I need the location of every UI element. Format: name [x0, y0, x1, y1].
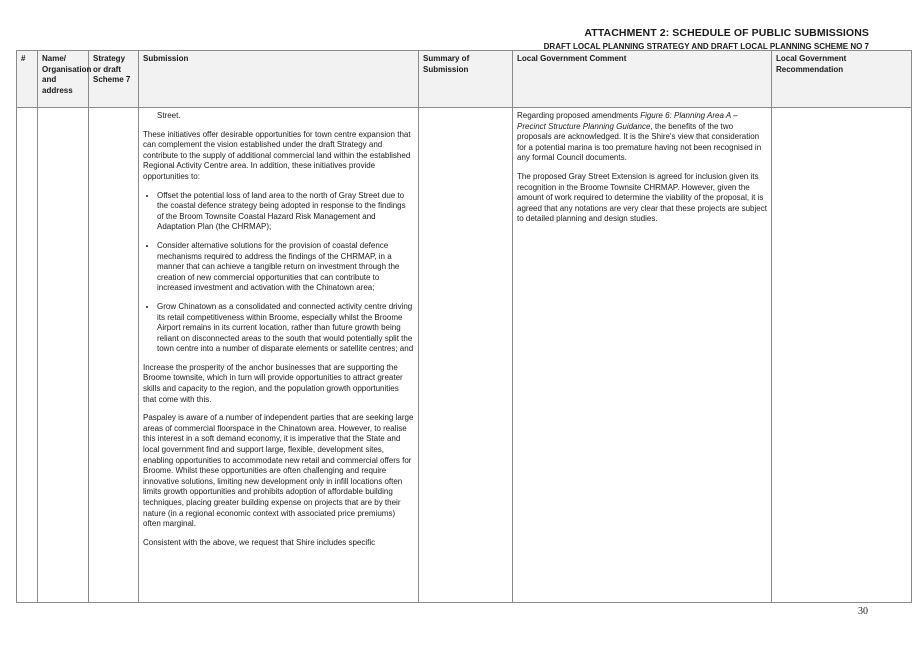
page-number: 30: [858, 606, 868, 617]
submission-paragraph: Paspaley is aware of a number of independent parties that are seeking large areas of commercial floorspace in the Chinatown area. However, to realise this interest in a soft demand economy, it is imperative that the State and local government find and support large, flexible, development sites, enabling opportunities to accommodate new retail and commercial offers for Broome. Whilst these opportunities are often challenging and require innovative solutions, limiting new development only in infill locations often limits growth opportunities and prohibits adoption of affordable building techniques, placing greater building expense on projects that are by their nature (in a regional economic context with associated price premiums) often marginal.: [143, 413, 414, 529]
column-header-comment: Local Government Comment: [513, 51, 772, 108]
column-header-name: Name/ Organisation and address: [38, 51, 89, 108]
cell-number: [17, 108, 38, 603]
cell-submission: [139, 108, 419, 603]
comment-figure-reference: Figure 6: Planning Area A – Precinct Structure Planning Guidance: [517, 111, 738, 131]
comment-paragraph: [517, 111, 767, 164]
column-header-number: #: [17, 51, 38, 108]
submission-bullet: • Consider alternative solutions for the provision of coastal defence mechanisms required to address the findings of the CHRMAP, in a manner that can achieve a tangible return on investment through the creation of new commercial opportunities that can contribute to increased investment and activation with the Chinatown area;: [157, 241, 414, 294]
cell-strategy: [89, 108, 139, 603]
submission-bullet: • Grow Chinatown as a consolidated and connected activity centre driving its retail competitiveness within Broome, especially whilst the Broome Airport remains in its current location, rather than future growth being reliant on disconnected areas to the south that would potentially split the town centre into a number of disparate elements or satellite centres; and: [157, 302, 414, 355]
column-header-submission: Submission: [139, 51, 419, 108]
comment-text: , the benefits of the two proposals are acknowledged. It is the Shire's view that consideration for a potential marina is too premature having not been recognised in any formal Council documents.: [517, 121, 762, 163]
submission-paragraph: Consistent with the above, we request that Shire includes specific: [143, 537, 376, 547]
table-row: [17, 108, 912, 603]
cell-summary: [419, 108, 513, 603]
table-header-row: [17, 51, 912, 108]
submission-paragraph: Increase the prosperity of the anchor businesses that are supporting the Broome townsite, which in turn will provide opportunities to attract greater skills and capacity to the region, and the population growth opportunities that come with this.: [143, 362, 403, 404]
submissions-table: [16, 50, 912, 603]
column-header-recommendation: Local Government Recommendation: [772, 51, 912, 108]
cell-name: [38, 108, 89, 603]
attachment-subtitle: DRAFT LOCAL PLANNING STRATEGY AND DRAFT LOCAL PLANNING SCHEME NO 7: [543, 42, 869, 51]
column-header-summary: Summary of Submission: [419, 51, 513, 108]
cell-comment: [513, 108, 772, 603]
comment-text: Regarding proposed amendments: [517, 111, 641, 120]
submission-bullet-list: [143, 191, 414, 355]
submission-bullet: • Offset the potential loss of land area to the north of Gray Street due to the coastal defence strategy being adopted in response to the findings of the Broom Townsite Coastal Hazard Risk Management and Adaptation Plan (the CHRMAP);: [157, 191, 414, 233]
submission-fragment: Street.: [157, 111, 181, 120]
comment-paragraph: The proposed Gray Street Extension is agreed for inclusion given its recognition in the Broome Townsite CHRMAP. However, given the amount of work required to determine the viability of the proposal, it is agreed that any notations are very clear that these projects are subject to detailed planning and design studies.: [517, 171, 767, 224]
cell-recommendation: [772, 108, 912, 603]
attachment-title: ATTACHMENT 2: SCHEDULE OF PUBLIC SUBMISSIONS: [584, 27, 869, 39]
column-header-strategy: Strategy or draft Scheme 7: [89, 51, 139, 108]
submission-paragraph: These initiatives offer desirable opportunities for town centre expansion that can complement the vision established under the draft Strategy and contribute to the supply of additional commercial land within the established Regional Activity Centre area. In addition, these initiatives provide opportunities to:: [143, 129, 411, 181]
